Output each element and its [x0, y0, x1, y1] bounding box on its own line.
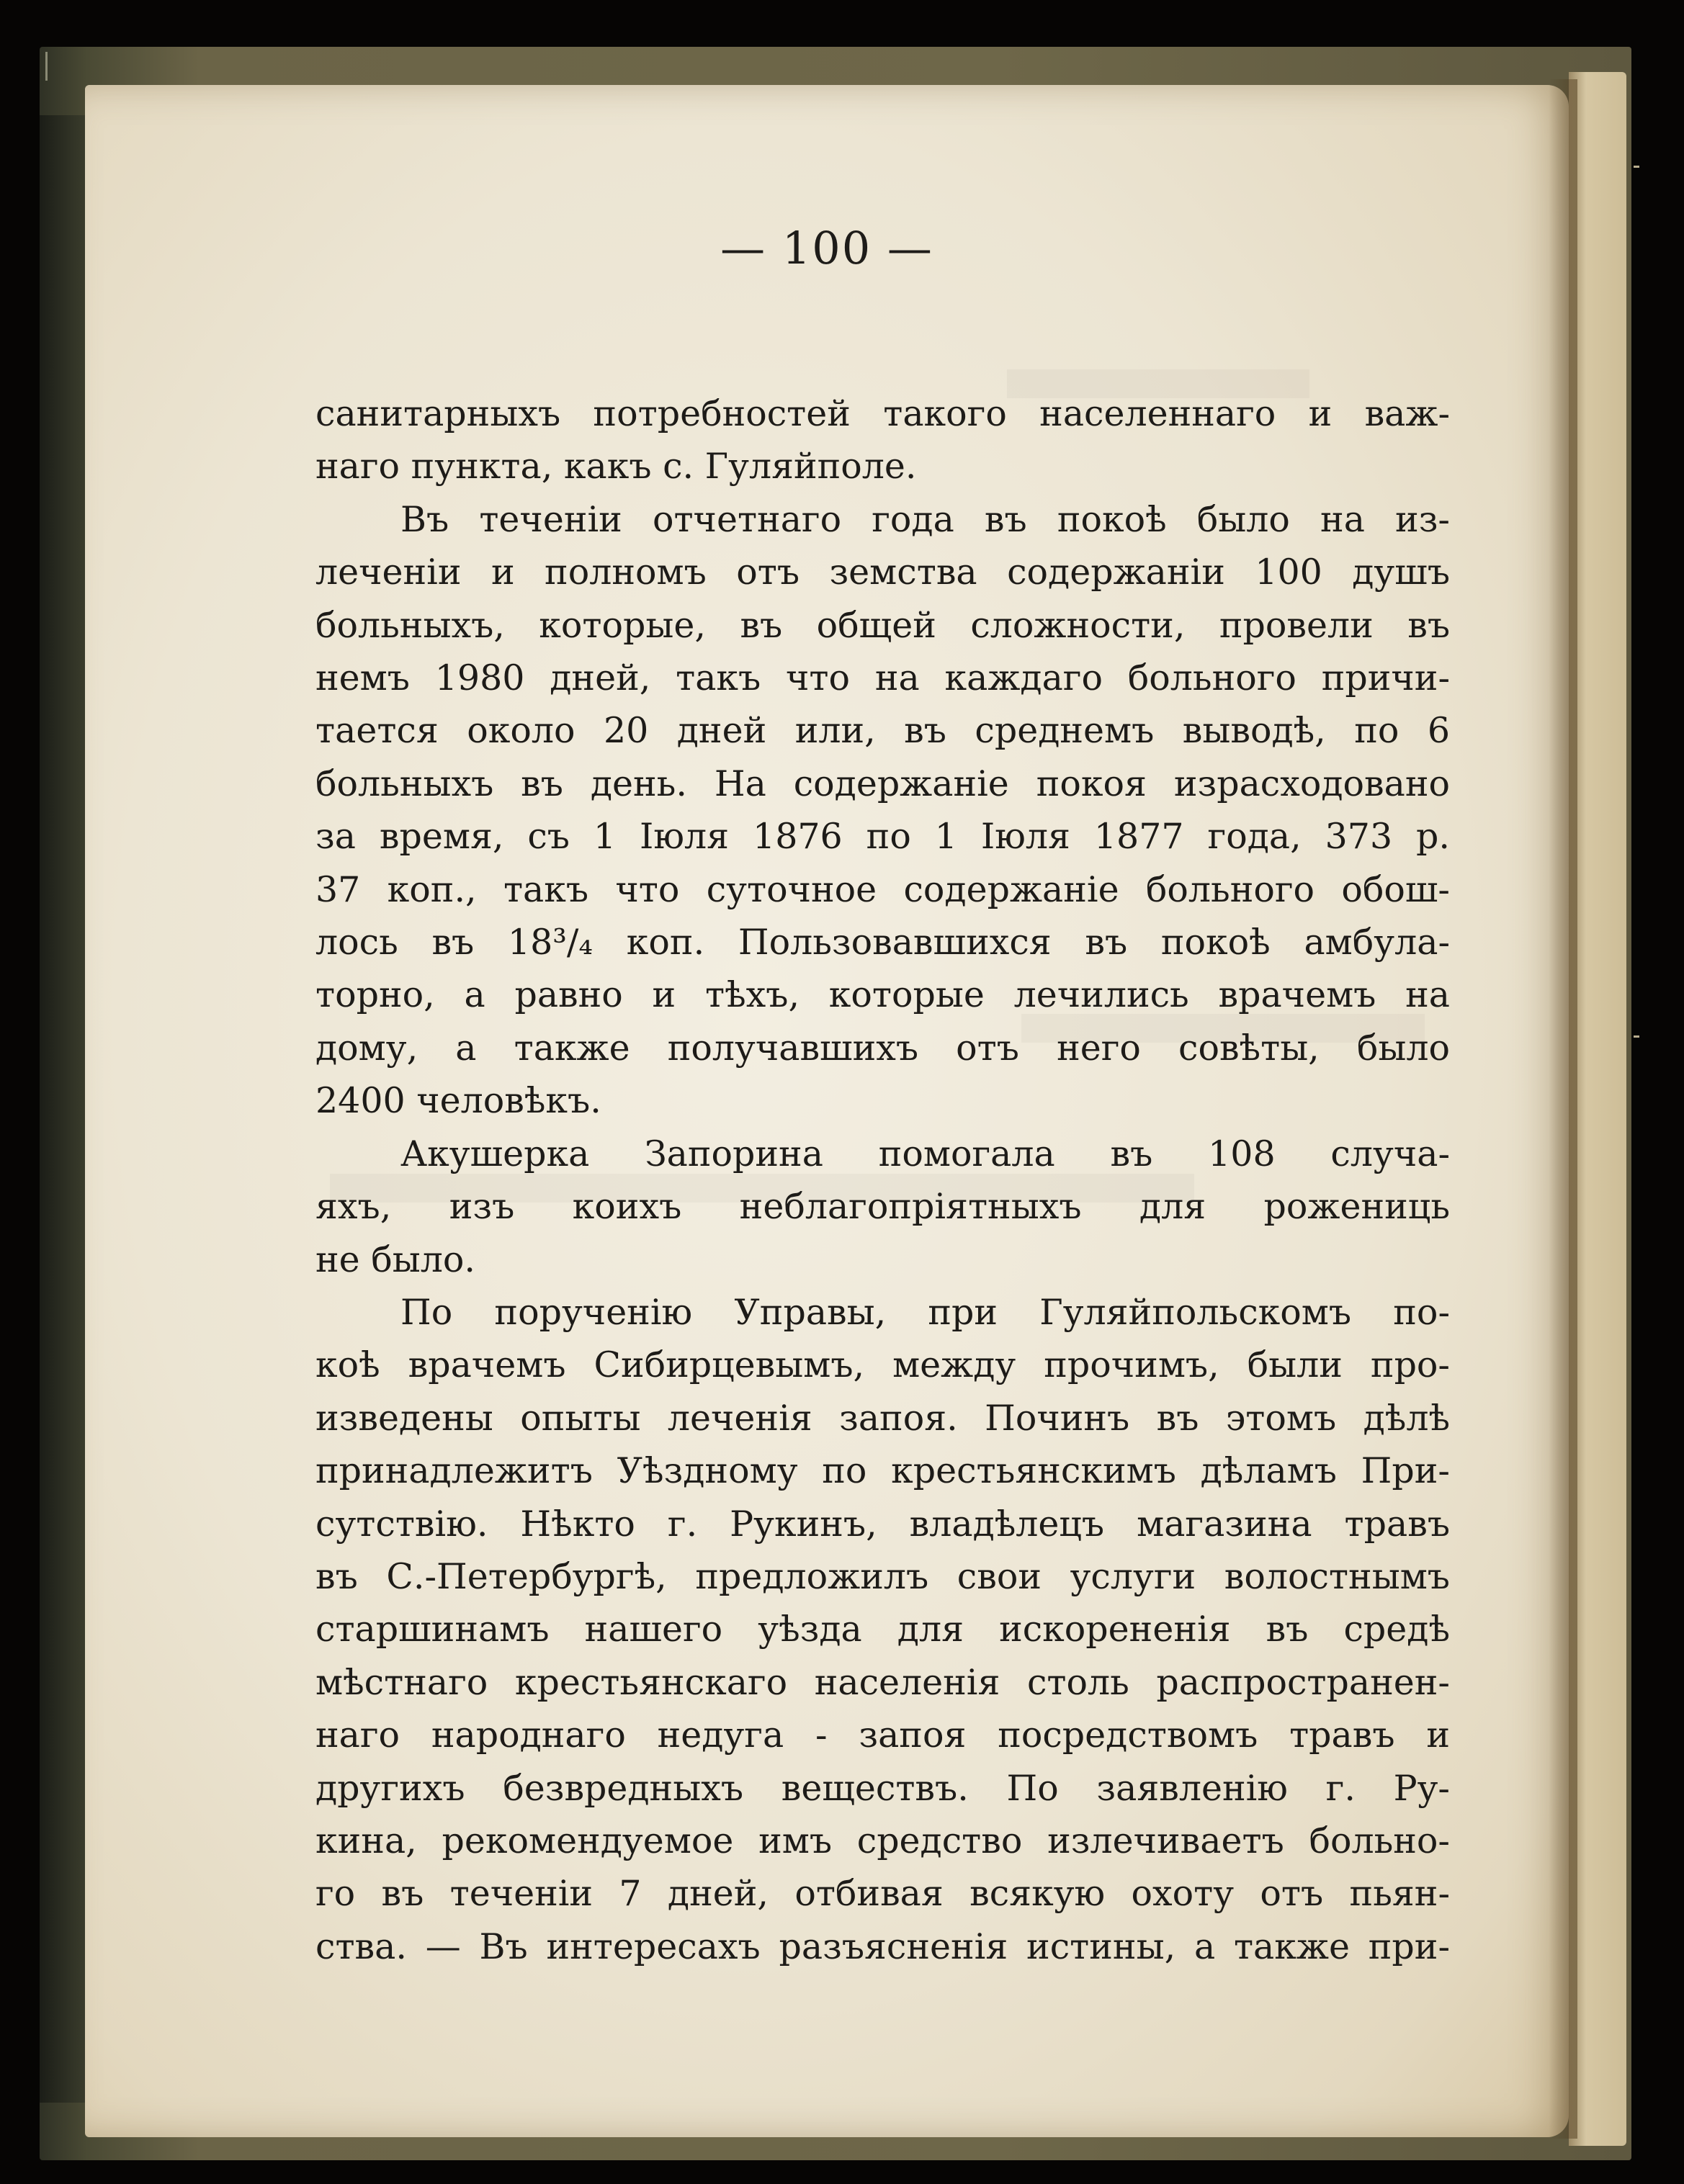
book-spine-shadow — [40, 115, 90, 2103]
next-page-edge — [1569, 72, 1626, 2146]
text-line: старшинамъ нашего уѣзда для искорененія въ средѣ — [315, 1609, 1450, 1650]
text-line: больныхъ въ день. На содержаніе покоя израсходовано — [315, 763, 1450, 804]
text-line: наго пункта, какъ с. Гуляйполе. — [315, 446, 917, 487]
text-line: не было. — [315, 1239, 475, 1280]
book-page — [85, 85, 1569, 2137]
text-line: ства. — Въ интересахъ разъясненія истины, а также при- — [315, 1925, 1450, 1967]
text-line: сутствію. Нѣкто г. Рукинъ, владѣлецъ магазина травъ — [315, 1503, 1450, 1545]
edge-speck — [1634, 1035, 1639, 1038]
text-line: другихъ безвредныхъ веществъ. По заявленію г. Ру- — [315, 1767, 1450, 1809]
text-line: немъ 1980 дней, такъ что на каждаго больного причи- — [315, 657, 1450, 699]
text-line: кина, рекомендуемое имъ средство излечиваетъ больно- — [315, 1820, 1450, 1861]
text-line: мѣстнаго крестьянскаго населенія столь распространен- — [315, 1661, 1450, 1703]
text-line: 2400 человѣкъ. — [315, 1080, 601, 1122]
text-line: дому, а также получавшихъ отъ него совѣты, было — [315, 1027, 1450, 1069]
page-number: — 100 — — [720, 222, 933, 274]
edge-speck — [45, 52, 48, 81]
text-line: коѣ врачемъ Сибирцевымъ, между прочимъ, были про- — [315, 1344, 1450, 1386]
text-line: за время, съ 1 Іюля 1876 по 1 Іюля 1877 года, 373 р. — [315, 816, 1450, 858]
text-line: По порученію Управы, при Гуляйпольскомъ по- — [400, 1291, 1450, 1333]
text-line: больныхъ, которые, въ общей сложности, провели въ — [315, 604, 1450, 646]
text-line: торно, а равно и тѣхъ, которые лечились врачемъ на — [315, 974, 1450, 1016]
page-body-text — [315, 387, 1450, 1973]
page-edge-shadow — [1549, 79, 1577, 2139]
text-line: санитарныхъ потребностей такого населеннаго и важ- — [315, 393, 1450, 434]
text-line: изведены опыты леченія запоя. Починъ въ этомъ дѣлѣ — [315, 1397, 1450, 1439]
text-line: тается около 20 дней или, въ среднемъ выводѣ, по 6 — [315, 710, 1450, 752]
text-line: лось въ 18³/₄ коп. Пользовавшихся въ покоѣ амбула- — [315, 922, 1450, 963]
text-line: го въ теченіи 7 дней, отбивая всякую охоту отъ пьян- — [315, 1873, 1450, 1915]
text-line: Акушерка Запорина помогала въ 108 случа- — [400, 1133, 1450, 1174]
text-line: наго народнаго недуга - запоя посредствомъ травъ и — [315, 1715, 1450, 1756]
edge-speck — [1634, 166, 1639, 168]
text-line: Въ теченіи отчетнаго года въ покоѣ было на из- — [400, 498, 1450, 540]
text-line: принадлежитъ Уѣздному по крестьянскимъ дѣламъ При- — [315, 1450, 1450, 1492]
text-line: 37 коп., такъ что суточное содержаніе больного обош- — [315, 868, 1450, 910]
text-line: въ С.-Петербургѣ, предложилъ свои услуги волостнымъ — [315, 1555, 1450, 1597]
text-line: яхъ, изъ коихъ неблагопріятныхъ для рожениць — [315, 1186, 1450, 1228]
text-line: леченіи и полномъ отъ земства содержаніи 100 душъ — [315, 552, 1450, 593]
